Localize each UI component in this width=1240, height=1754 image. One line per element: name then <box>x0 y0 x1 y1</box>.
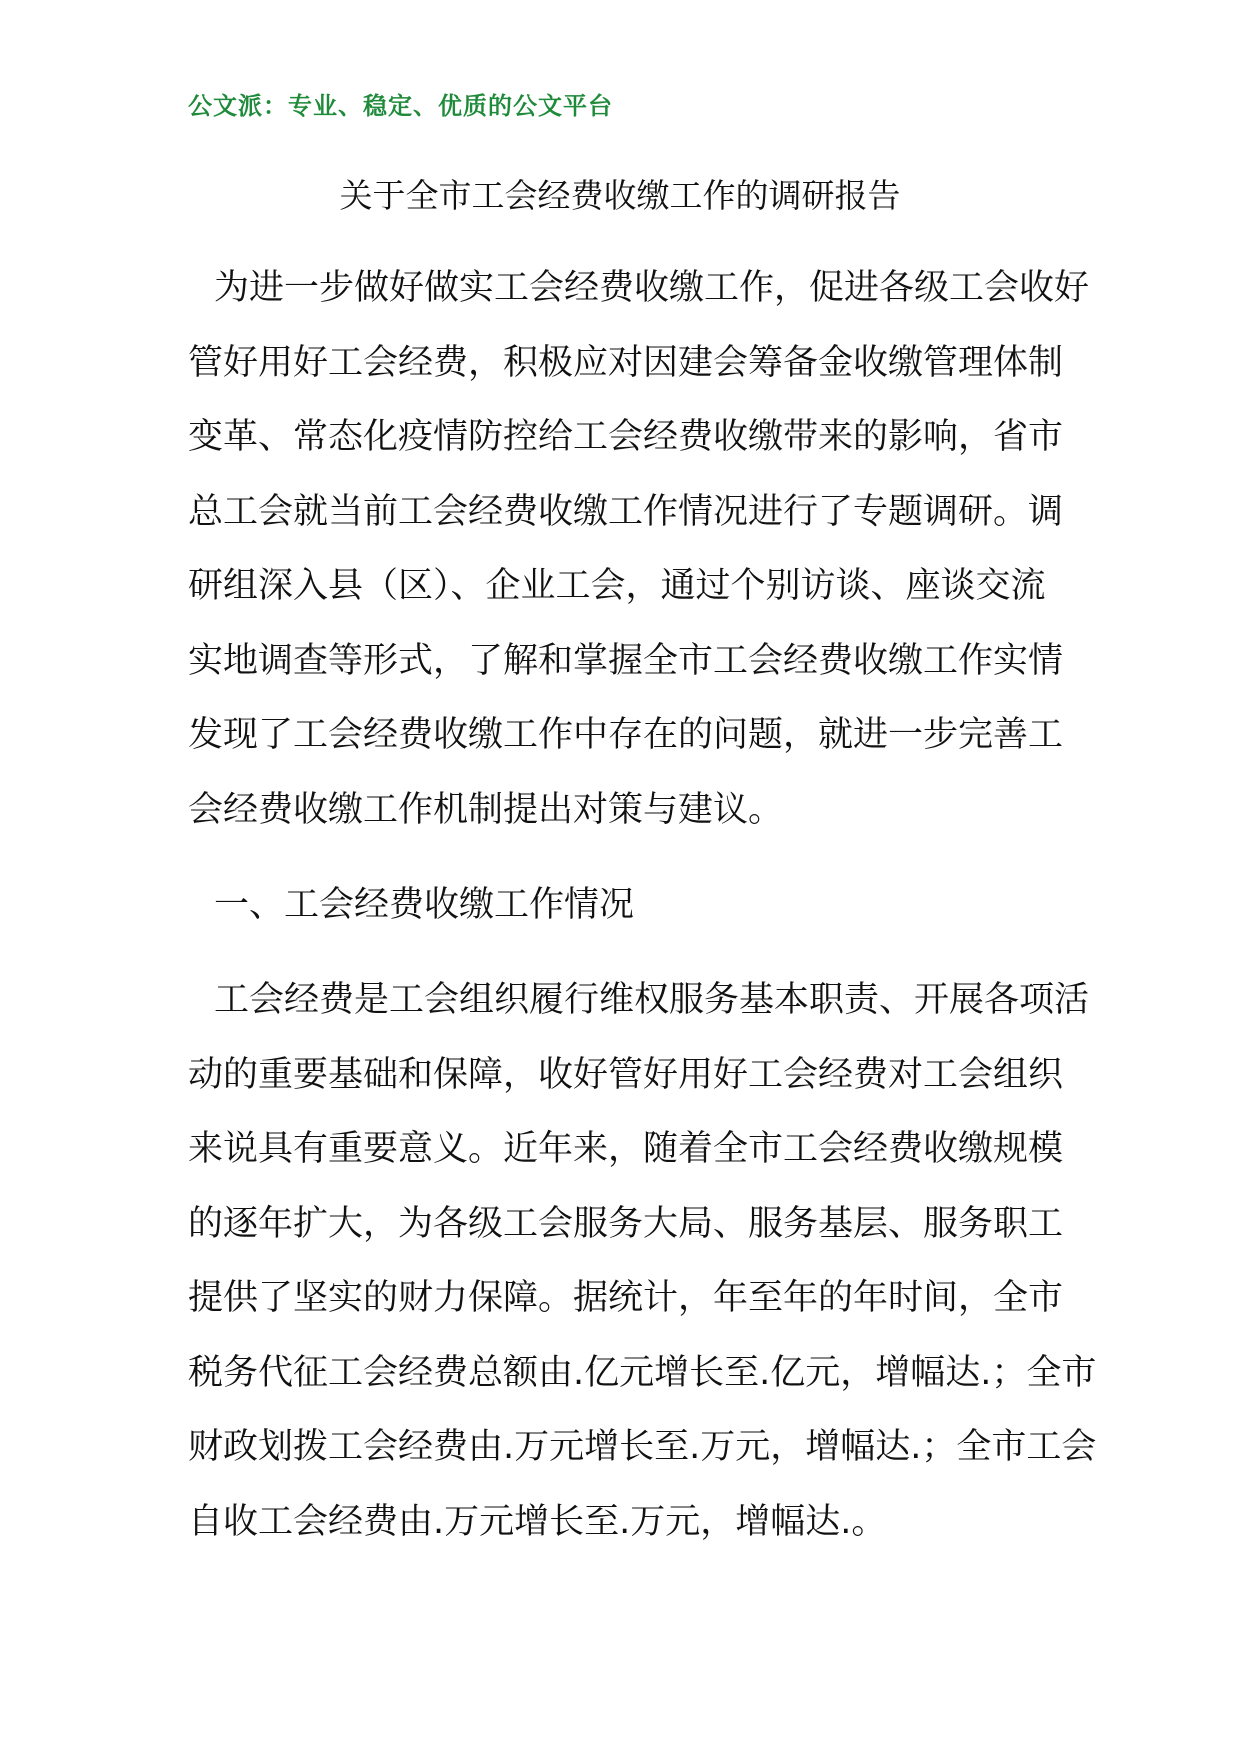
paragraph-line: 研组深入县（区）、企业工会，通过个别访谈、座谈交流 <box>188 566 1046 606</box>
paragraph-line: 财政划拨工会经费由.万元增长至.万元，增幅达.；全市工会 <box>188 1427 1097 1467</box>
paragraph-line: 为进一步做好做实工会经费收缴工作，促进各级工会收好 <box>214 268 1090 308</box>
section-heading <box>188 868 1068 943</box>
paragraph-situation <box>188 963 1097 1559</box>
paragraph-line: 发现了工会经费收缴工作中存在的问题，就进一步完善工 <box>188 715 1064 755</box>
paragraph-line: 自收工会经费由.万元增长至.万元，增幅达.。 <box>188 1501 887 1542</box>
paragraph-line: 来说具有重要意义。近年来，随着全市工会经费收缴规模 <box>188 1129 1064 1169</box>
paragraph-line: 总工会就当前工会经费收缴工作情况进行了专题调研。调 <box>188 491 1064 532</box>
paragraph-line: 变革、常态化疫情防控给工会经费收缴带来的影响，省市 <box>188 417 1064 457</box>
document-title: 关于全市工会经费收缴工作的调研报告 <box>339 176 901 215</box>
paragraph-line: 动的重要基础和保障，收好管好用好工会经费对工会组织 <box>188 1054 1064 1095</box>
paragraph-intro <box>188 251 1090 847</box>
paragraph-line: 管好用好工会经费，积极应对因建会筹备金收缴管理体制 <box>188 342 1064 383</box>
paragraph-line: 提供了坚实的财力保障。据统计，年至年的年时间，全市 <box>188 1278 1064 1318</box>
paragraph-line: 实地调查等形式，了解和掌握全市工会经费收缴工作实情 <box>188 640 1064 681</box>
paragraph-line: 工会经费是工会组织履行维权服务基本职责、开展各项活 <box>214 980 1090 1020</box>
site-banner: 公文派：专业、稳定、优质的公文平台 <box>188 92 613 120</box>
paragraph-line: 的逐年扩大，为各级工会服务大局、服务基层、服务职工 <box>188 1203 1064 1244</box>
paragraph-line: 税务代征工会经费总额由.亿元增长至.亿元，增幅达.；全市 <box>188 1352 1097 1393</box>
section-heading-text: 一、工会经费收缴工作情况 <box>214 885 635 925</box>
paragraph-line: 会经费收缴工作机制提出对策与建议。 <box>188 789 784 830</box>
